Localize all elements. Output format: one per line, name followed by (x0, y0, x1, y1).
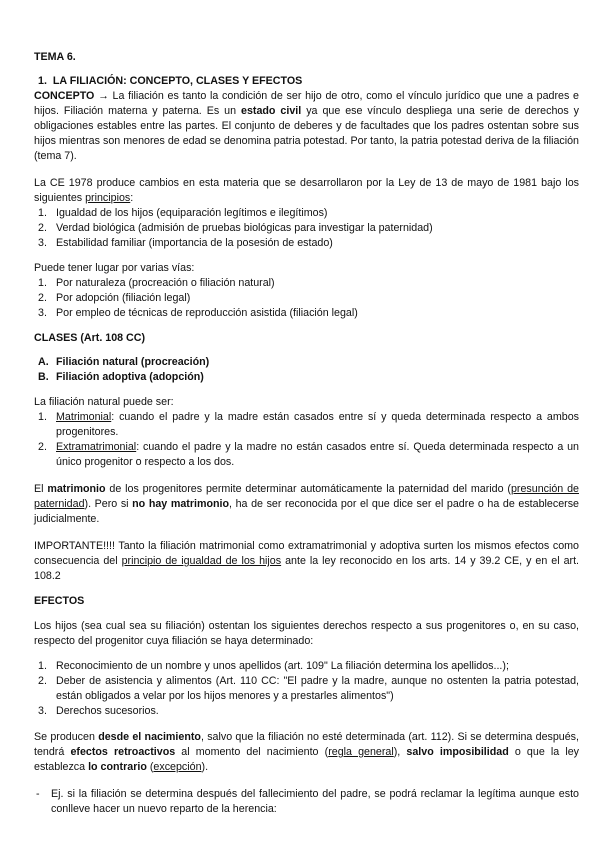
matrimonial-term: Matrimonial (56, 411, 112, 423)
desde-nacimiento-term: desde el nacimiento (98, 731, 201, 743)
text-run: o que la ley establezca (34, 746, 579, 773)
list-number: 3. (38, 705, 47, 717)
example-list (34, 787, 579, 817)
concepto-paragraph (34, 89, 579, 164)
list-item (34, 236, 579, 251)
text-run: de los progenitores permite determinar automáticamente la paternidad del marido ( (105, 483, 511, 495)
list-letter: A. (38, 356, 49, 368)
vias-intro: Puede tener lugar por varias vías: (34, 262, 195, 274)
list-text: Filiación adoptiva (adopción) (56, 371, 204, 383)
list-item (34, 370, 579, 385)
dash-bullet: - (36, 788, 40, 800)
regla-general-term: regla general (328, 746, 394, 758)
matrimonio-term: matrimonio (47, 483, 106, 495)
text-run: ). Pero si (84, 498, 133, 510)
list-text: Por naturaleza (procreación o filiación natural) (56, 277, 275, 289)
list-item (34, 704, 579, 719)
concepto-text-2: ya que ese vínculo despliega una serie de derechos y obligaciones estables entre las partes. El conjunto de deberes y de facultades que los padres ostentan sobre sus hijos mientras son menores de edad se denomina patria potestad. Por tanto, la patria potestad deriva de la filiación (tema 7). (34, 105, 580, 162)
section-title: LA FILIACIÓN: CONCEPTO, CLASES Y EFECTOS (52, 75, 303, 87)
natural-list (34, 410, 579, 470)
list-item (34, 221, 579, 236)
vias-list (34, 276, 579, 321)
list-text: Por empleo de técnicas de reproducción asistida (filiación legal) (56, 307, 358, 319)
text-run: ). (201, 761, 209, 773)
clases-list (34, 355, 579, 385)
arrow-glyph: → (98, 90, 109, 102)
list-item (34, 410, 579, 440)
list-letter: B. (38, 371, 49, 383)
text-run: El (34, 483, 48, 495)
list-item (34, 787, 579, 817)
text-run: al momento del nacimiento ( (175, 746, 329, 758)
list-item (34, 306, 579, 321)
text-run: ), (393, 746, 407, 758)
document-page (34, 44, 579, 817)
list-number: 1. (38, 411, 47, 423)
no-matrimonio-term: no hay matrimonio (132, 498, 230, 510)
text-run: , salvo que la filiación no esté determinada (art. 112). Si se determina después, tendrá (34, 731, 579, 758)
producen-paragraph (34, 730, 579, 775)
list-item (34, 659, 579, 674)
list-number: 3. (38, 237, 47, 249)
list-text: Ej. si la filiación se determina después del fallecimiento del padre, se podrá reclamar la legítima aunque esto conlleve hacer un nuevo reparto de la herencia: (51, 788, 579, 815)
text-run: ( (146, 761, 154, 773)
list-text: Derechos sucesorios. (56, 705, 159, 717)
list-number: 1. (38, 660, 47, 672)
list-text: Igualdad de los hijos (equiparación legítimos e ilegítimos) (56, 207, 328, 219)
list-text: Por adopción (filiación legal) (56, 292, 191, 304)
section-number: 1. (38, 75, 47, 87)
list-number: 3. (38, 307, 47, 319)
list-number: 1. (38, 207, 47, 219)
salvo-imposibilidad-term: salvo imposibilidad (406, 746, 509, 758)
concepto-text-1: La filiación es tanto la condición de ser hijo de otro, como el vínculo jurídico que une a padres e hijos. Filiación materna y paterna. Es un (34, 90, 579, 117)
clases-heading: CLASES (Art. 108 CC) (34, 332, 146, 344)
list-number: 2. (38, 222, 47, 234)
list-text: : cuando el padre y la madre están casados entre sí y queda determinada respecto a ambos progenitores. (56, 411, 579, 438)
principios-list (34, 206, 579, 251)
efectos-heading: EFECTOS (34, 595, 85, 607)
matrimonio-paragraph (34, 482, 579, 527)
text-run: Se producen (34, 731, 99, 743)
list-number: 2. (38, 441, 47, 453)
list-item (34, 440, 579, 470)
natural-intro: La filiación natural puede ser: (34, 396, 174, 408)
excepcion-term: excepción (153, 761, 202, 773)
list-text: Filiación natural (procreación) (56, 356, 210, 368)
list-text: Estabilidad familiar (importancia de la posesión de estado) (56, 237, 333, 249)
section-heading (34, 74, 579, 89)
text-run: , ha de ser reconocida por el que dice ser el padre o ha de establecerse judicialmente. (34, 498, 579, 525)
ce-text-1: La CE 1978 produce cambios en esta materia que se desarrollaron por la Ley de 13 de mayo de 1981 bajo los siguientes (34, 177, 579, 204)
list-number: 2. (38, 292, 47, 304)
text-run: IMPORTANTE!!!! Tanto la filiación matrimonial como extramatrimonial y adoptiva surten los mismos efectos como consecuencia del (34, 540, 579, 567)
efectos-list (34, 659, 579, 719)
list-item (34, 674, 579, 704)
efectos-retroactivos-term: efectos retroactivos (70, 746, 176, 758)
list-number: 1. (38, 277, 47, 289)
principio-igualdad-term: principio de igualdad de los hijos (121, 555, 282, 567)
concepto-label: CONCEPTO (34, 90, 95, 102)
tema-title: TEMA 6. (34, 51, 76, 63)
list-item (34, 206, 579, 221)
efectos-intro: Los hijos (sea cual sea su filiación) ostentan los siguientes derechos respecto a sus progenitores o, en su caso, respecto del progenitor cuya filiación se haya determinado: (34, 620, 579, 647)
text-run: ante la ley reconocido en los arts. 14 y 39.2 CE, y en el art. 108.2 (34, 555, 580, 582)
extramatrimonial-term: Extramatrimonial (56, 441, 137, 453)
list-text: : cuando el padre y la madre no están casados entre sí. Queda determinada respecto a un único progenitor o respecto a los dos. (56, 441, 579, 468)
list-text: Verdad biológica (admisión de pruebas biológicas para investigar la paternidad) (56, 222, 433, 234)
lo-contrario-term: lo contrario (88, 761, 147, 773)
list-item (34, 355, 579, 370)
presuncion-term: presunción de paternidad (34, 483, 579, 510)
list-item (34, 291, 579, 306)
estado-civil-term: estado civil (241, 105, 302, 117)
principios-term: principios (85, 192, 131, 204)
list-number: 2. (38, 675, 47, 687)
list-text: Deber de asistencia y alimentos (Art. 110 CC: "El padre y la madre, aunque no ostenten la patria potestad, están obligados a velar por los hijos menores y a prestarles alimentos") (56, 675, 579, 702)
ce-text-2: : (130, 192, 134, 204)
importante-paragraph (34, 539, 579, 584)
list-text: Reconocimiento de un nombre y unos apellidos (art. 109" La filiación determina los apellidos...); (56, 660, 509, 672)
ce-paragraph (34, 176, 579, 206)
list-item (34, 276, 579, 291)
